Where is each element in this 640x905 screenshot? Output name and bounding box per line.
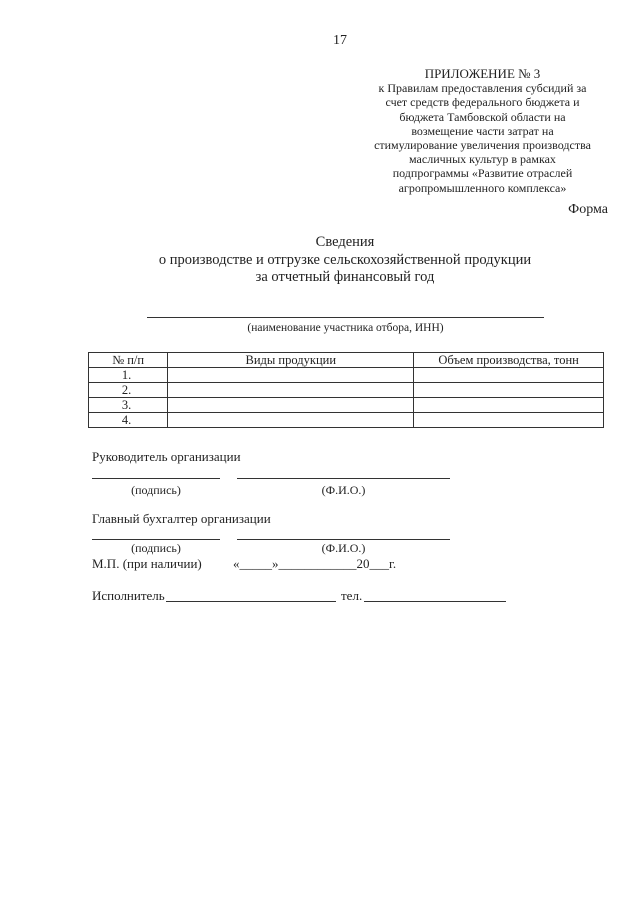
row-product-cell[interactable]	[168, 398, 414, 413]
title-line-3: за отчетный финансовый год	[255, 269, 435, 285]
row-volume-cell[interactable]	[414, 368, 604, 383]
row-volume-cell[interactable]	[414, 383, 604, 398]
table-header-row	[89, 353, 604, 368]
accountant-name-caption: (Ф.И.О.)	[321, 541, 366, 555]
phone-label: тел.	[341, 588, 363, 603]
row-volume-cell[interactable]	[414, 398, 604, 413]
appendix-line: агропромышленного комплекса»	[398, 180, 567, 195]
head-name-caption: (Ф.И.О.)	[321, 483, 366, 497]
appendix-line: возмещение части затрат на	[411, 123, 554, 138]
executor-line[interactable]	[166, 601, 336, 602]
table-row	[89, 398, 604, 413]
appendix-line: масличных культур в рамках	[409, 152, 556, 167]
head-signature-caption: (подпись)	[131, 483, 181, 497]
head-signature-line[interactable]	[92, 478, 220, 479]
appendix-line: стимулирование увеличения производства	[374, 138, 591, 153]
table-row	[89, 413, 604, 428]
accountant-name-line[interactable]	[237, 539, 450, 540]
appendix-line: счет средств федерального бюджета и	[385, 95, 580, 110]
phone-line[interactable]	[364, 601, 506, 602]
accountant-signature-caption: (подпись)	[131, 541, 181, 555]
accountant-label: Главный бухгалтер организации	[92, 511, 271, 526]
row-number: 1.	[89, 368, 168, 383]
title-line-2: о производстве и отгрузке сельскохозяйственной продукции	[158, 251, 532, 268]
row-product-cell[interactable]	[168, 368, 414, 383]
participant-name-line[interactable]	[147, 317, 544, 318]
stamp-label: М.П. (при наличии)	[92, 556, 202, 571]
production-table	[88, 352, 604, 428]
table-row	[89, 383, 604, 398]
document-title	[0, 234, 640, 287]
appendix-title: ПРИЛОЖЕНИЕ № 3	[424, 66, 541, 81]
head-label: Руководитель организации	[92, 449, 241, 464]
appendix-line: к Правилам предоставления субсидий за	[378, 81, 587, 96]
row-number: 4.	[89, 413, 168, 428]
row-volume-cell[interactable]	[414, 413, 604, 428]
executor-label: Исполнитель	[92, 588, 165, 603]
table-row	[89, 368, 604, 383]
row-number: 3.	[89, 398, 168, 413]
appendix-line: бюджета Тамбовской области на	[399, 109, 566, 124]
appendix-header	[355, 67, 610, 195]
form-label: Форма	[568, 202, 608, 217]
header-volume: Объем производства, тонн	[414, 353, 604, 368]
title-line-1: Сведения	[315, 234, 375, 250]
page-number: 17	[333, 33, 347, 48]
participant-caption: (наименование участника отбора, ИНН)	[247, 322, 444, 334]
header-product: Виды продукции	[168, 353, 414, 368]
row-number: 2.	[89, 383, 168, 398]
header-number: № п/п	[89, 353, 168, 368]
accountant-signature-line[interactable]	[92, 539, 220, 540]
row-product-cell[interactable]	[168, 383, 414, 398]
date-field[interactable]: «_____»____________20___г.	[233, 556, 397, 571]
row-product-cell[interactable]	[168, 413, 414, 428]
head-name-line[interactable]	[237, 478, 450, 479]
appendix-line: подпрограммы «Развитие отраслей	[392, 166, 573, 181]
